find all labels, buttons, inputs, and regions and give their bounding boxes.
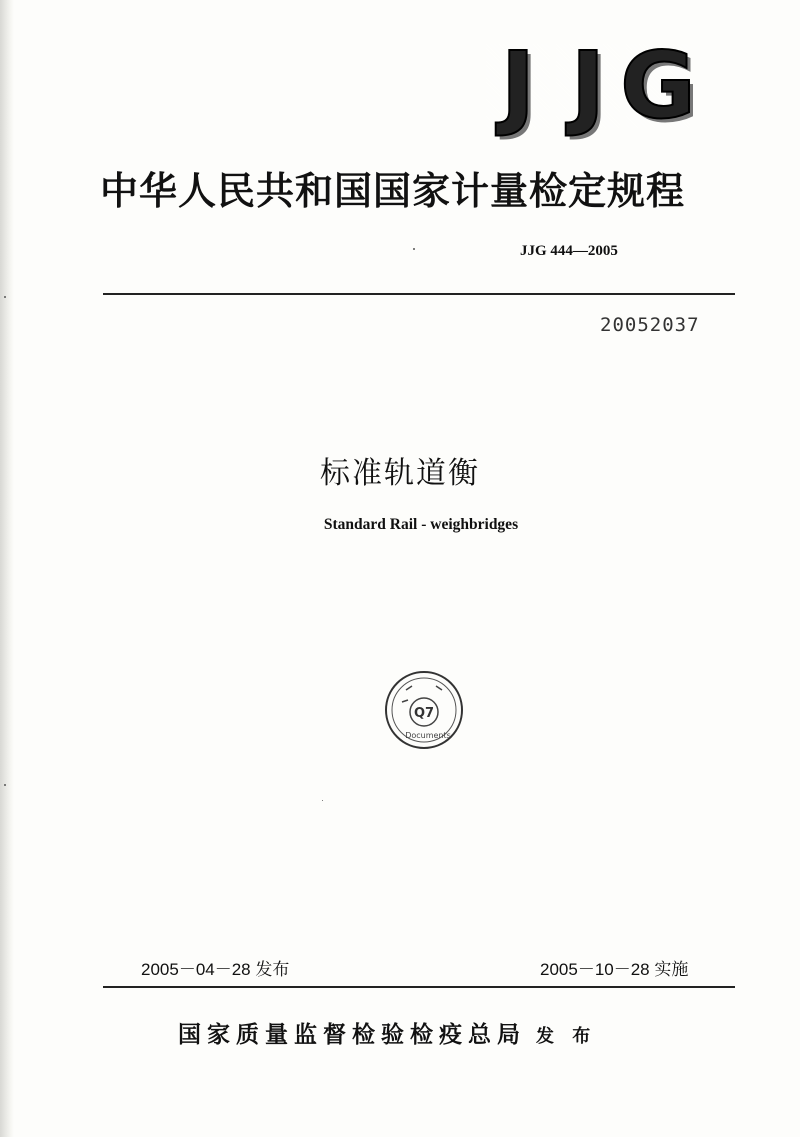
standard-number: JJG 444—2005 [520,243,618,259]
stamp-center-text: Q7 [413,706,435,721]
issue-date: 2005－04－28 发布 [141,960,290,979]
serial-number: 20052037 [600,314,700,336]
publisher-name: 国家质量监督检验检疫总局 [178,1022,526,1048]
publish-label: 发 布 [536,1026,597,1047]
document-title-cn: 标准轨道衡 [320,456,480,491]
scan-speck [413,248,415,250]
jjg-logo [486,32,696,139]
top-divider [103,293,735,295]
scan-edge-shadow [0,0,14,1137]
publisher-line [178,1016,778,1049]
document-title-en: Standard Rail - weighbridges [323,516,519,533]
logo-letter-g: G [620,32,696,139]
logo-letter-j2: J [556,44,620,128]
library-stamp-icon [382,668,466,752]
logo-letter-j1: J [486,44,550,128]
bottom-divider [103,986,735,988]
scan-speck [322,800,323,801]
implementation-date: 2005－10－28 实施 [540,960,689,979]
regulation-series-title: 中华人民共和国国家计量检定规程 [100,169,686,213]
scan-speck [4,784,6,786]
stamp-bottom-text: Documents [405,731,451,740]
scan-speck [4,296,6,298]
